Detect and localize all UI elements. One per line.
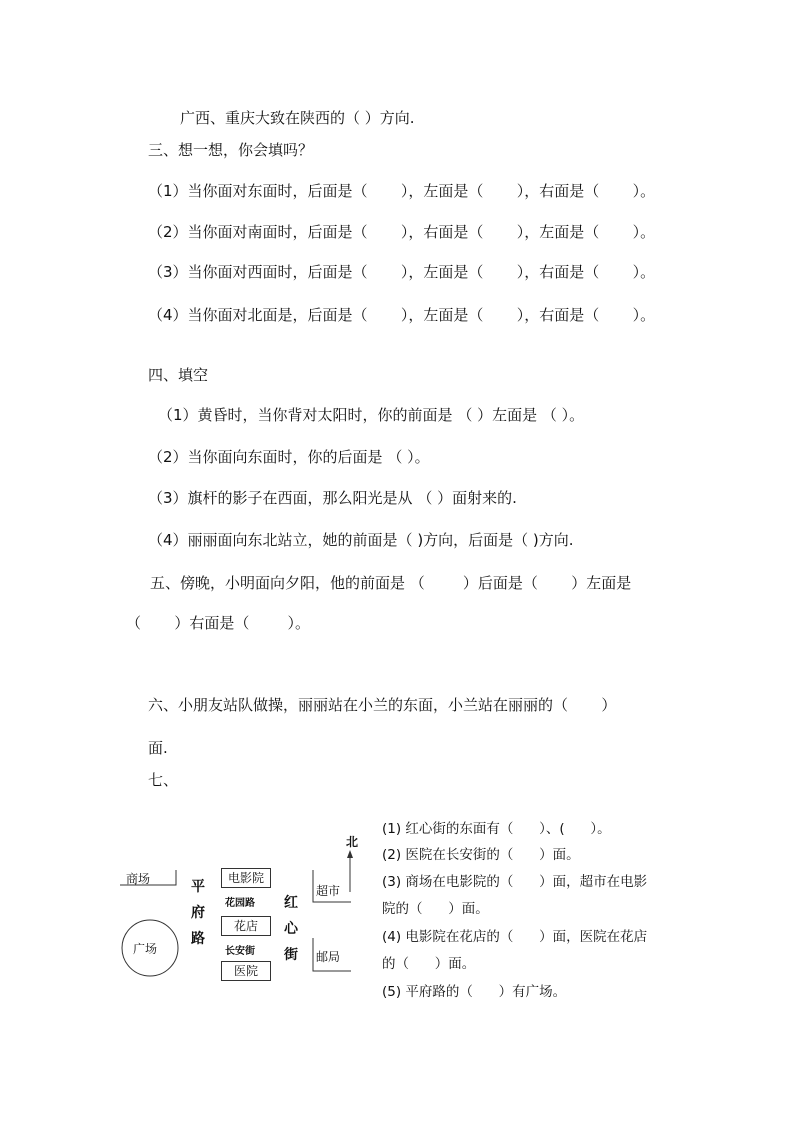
- q7-item-4-line2: 的（ ）面。: [382, 956, 476, 972]
- cinema-box: 电影院: [221, 868, 271, 888]
- section-5-line2: （ ）右面是（ ）。: [126, 614, 311, 632]
- section-6-line2: 面.: [148, 739, 168, 757]
- changan-street-label: 长安街: [225, 946, 255, 957]
- pingfu-char-2: 府: [191, 905, 205, 921]
- hongxin-char-1: 红: [284, 895, 298, 911]
- mall-label: 商场: [126, 872, 151, 886]
- hongxin-char-2: 心: [284, 921, 298, 937]
- s3-q1: （1）当你面对东面时，后面是（ ），左面是（ ），右面是（ ）。: [148, 182, 656, 200]
- q7-item-4-line1: (4) 电影院在花店的（ ）面，医院在花店: [382, 929, 648, 945]
- s4-q3: （3）旗杆的影子在西面，那么阳光是从 （ ）面射来的.: [148, 489, 517, 507]
- section-5-line1: 五、傍晚，小明面向夕阳，他的前面是 （ ）后面是（ ）左面是: [150, 574, 632, 592]
- pingfu-road: [190, 874, 206, 952]
- hospital-box: 医院: [221, 961, 271, 981]
- q7-item-2: (2) 医院在长安街的（ ）面。: [382, 847, 580, 863]
- q7-item-1: (1) 红心街的东面有（ ）、( ）。: [382, 821, 611, 837]
- hongxin-street: [283, 890, 299, 968]
- supermarket-label: 超市: [316, 884, 341, 898]
- north-arrow-head: [347, 850, 353, 858]
- s4-q2: （2）当你面向东面时，你的后面是 （ ）。: [148, 448, 430, 466]
- square-label: 广场: [133, 942, 158, 956]
- huayuan-road-label: 花园路: [225, 898, 255, 909]
- flower-shop-box: 花店: [221, 916, 271, 936]
- section-3-title: 三、想一想，你会填吗？: [148, 141, 314, 159]
- post-office-label: 邮局: [316, 950, 341, 964]
- north-label: 北: [346, 835, 359, 849]
- s3-q2: （2）当你面对南面时，后面是（ ），右面是（ ），左面是（ ）。: [148, 223, 656, 241]
- s4-q4: （4）丽丽面向东北站立，她的前面是（ )方向，后面是（ )方向.: [148, 531, 574, 549]
- text-line-guangxi: 广西、重庆大致在陕西的（ ）方向.: [180, 109, 415, 127]
- q7-item-3-line2: 院的（ ）面。: [382, 901, 489, 917]
- q7-item-5: (5) 平府路的（ ）有广场。: [382, 984, 567, 1000]
- s3-q3: （3）当你面对西面时，后面是（ ），左面是（ ），右面是（ ）。: [148, 263, 656, 281]
- pingfu-char-1: 平: [191, 879, 205, 895]
- s4-q1: （1）黄昏时，当你背对太阳时，你的前面是 （ ）左面是 （ ）。: [158, 406, 585, 424]
- street-map: [118, 830, 378, 990]
- q7-item-3-line1: (3) 商场在电影院的（ ）面，超市在电影: [382, 874, 648, 890]
- section-7-title: 七、: [148, 771, 179, 789]
- pingfu-char-3: 路: [191, 931, 205, 947]
- section-4-title: 四、填空: [148, 366, 209, 384]
- section-6-line1: 六、小朋友站队做操，丽丽站在小兰的东面，小兰站在丽丽的（ ）: [148, 696, 617, 714]
- hongxin-char-3: 街: [284, 947, 298, 963]
- s3-q4: （4）当你面对北面是，后面是（ ），左面是（ ），右面是（ ）。: [148, 306, 656, 324]
